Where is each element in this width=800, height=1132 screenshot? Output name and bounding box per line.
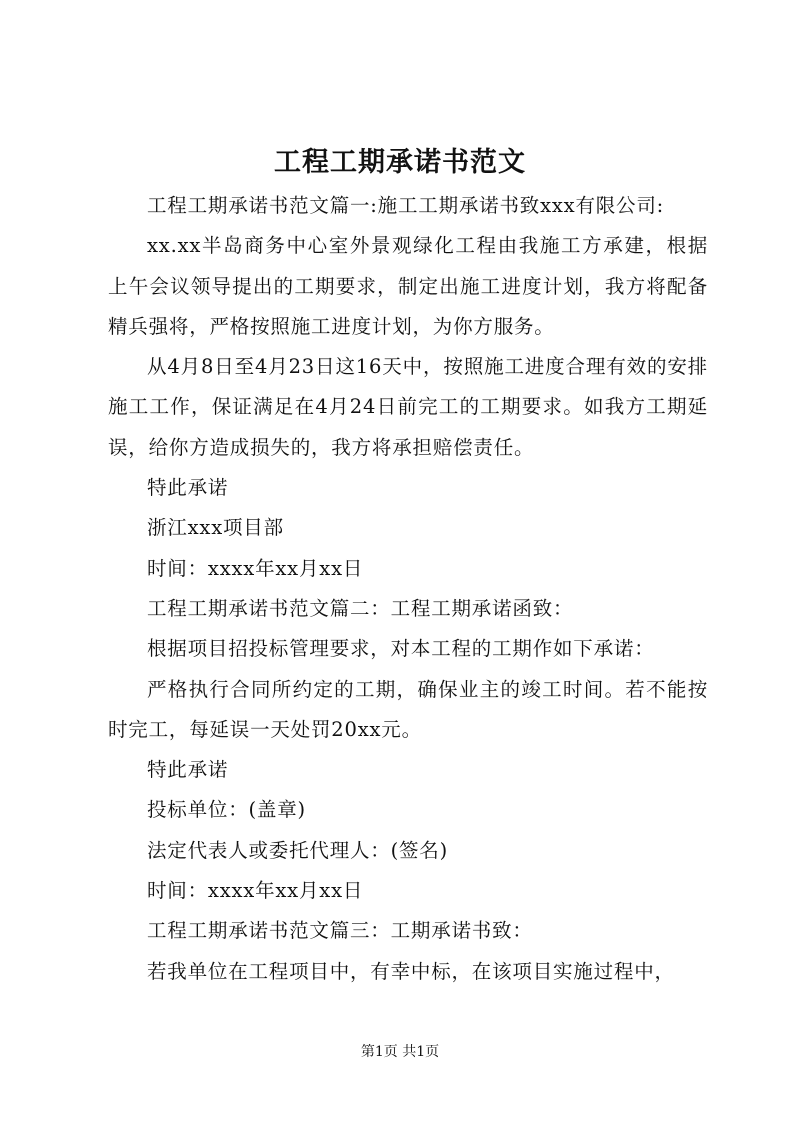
paragraph: 特此承诺 bbox=[147, 758, 229, 782]
paragraph: 工程工期承诺书范文篇二：工程工期承诺函致： bbox=[147, 596, 574, 620]
paragraph: 特此承诺 bbox=[147, 476, 229, 500]
paragraph: 时间：xxxx年xx月xx日 bbox=[147, 879, 364, 903]
paragraph: 工程工期承诺书范文篇一:施工工期承诺书致xxx有限公司: bbox=[147, 194, 665, 217]
paragraph: 时间：xxxx年xx月xx日 bbox=[147, 556, 364, 580]
paragraph: 严格执行合同所约定的工期，确保业主的竣工时间。若不能按时完工，每延误一天处罚20xx元。 bbox=[108, 677, 708, 741]
document-title: 工程工期承诺书范文 bbox=[274, 147, 526, 178]
paragraph: 若我单位在工程项目中，有幸中标，在该项目实施过程中， bbox=[147, 959, 675, 983]
paragraph: 法定代表人或委托代理人：(签名) bbox=[147, 838, 449, 862]
paragraph: 投标单位：(盖章) bbox=[147, 798, 306, 822]
paragraph: xx.xx半岛商务中心室外景观绿化工程由我施工方承建，根据上午会议领导提出的工期要求，制定出施工进度计划，我方将配备精兵强将，严格按照施工进度计划，为你方服务。 bbox=[108, 234, 708, 338]
document-body bbox=[108, 186, 708, 992]
paragraph: 根据项目招投标管理要求，对本工程的工期作如下承诺： bbox=[147, 637, 655, 661]
paragraph: 浙江xxx项目部 bbox=[147, 516, 284, 540]
paragraph: 工程工期承诺书范文篇三：工期承诺书致： bbox=[147, 919, 533, 943]
page-footer: 第1页 共1页 bbox=[360, 1044, 440, 1060]
paragraph: 从4月8日至4月23日这16天中，按照施工进度合理有效的安排施工工作，保证满足在4月24日前完工的工期要求。如我方工期延误，给你方造成损失的，我方将承担赔偿责任。 bbox=[108, 355, 708, 459]
